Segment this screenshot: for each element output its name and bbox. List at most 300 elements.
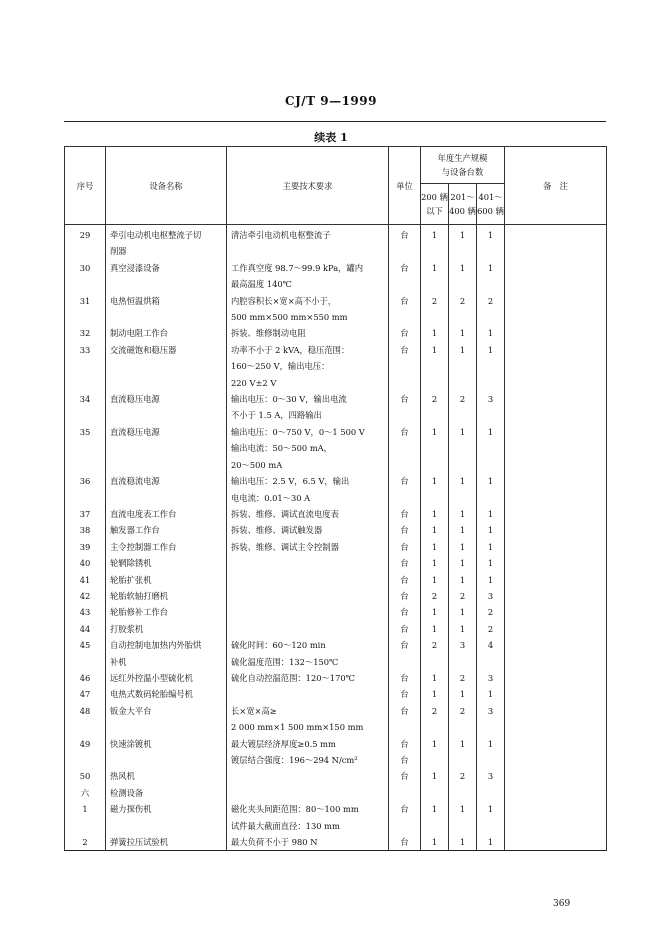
cell-req bbox=[227, 342, 389, 391]
table-row bbox=[65, 391, 607, 424]
table-row bbox=[65, 342, 607, 391]
req-line: 拆装、维修、调试直流电度表 bbox=[231, 508, 339, 519]
cell-count-200: 1 bbox=[421, 572, 449, 588]
cell-count-600: 1 bbox=[477, 539, 505, 555]
cell-note bbox=[505, 785, 607, 801]
cell-unit bbox=[389, 342, 421, 391]
unit-line: 台 bbox=[400, 672, 409, 683]
cell-note bbox=[505, 225, 607, 260]
unit-line: 台 bbox=[400, 262, 409, 273]
cell-count-200: 1 bbox=[421, 506, 449, 522]
cell-no: 六 bbox=[65, 785, 106, 801]
cell-name bbox=[106, 834, 227, 851]
cell-count-600: 1 bbox=[477, 225, 505, 260]
col-header-s1 bbox=[421, 184, 449, 225]
unit-line: 台 bbox=[400, 689, 409, 700]
name-line: 自动控制电加热内外胎烘 bbox=[110, 640, 202, 651]
cell-note bbox=[505, 703, 607, 736]
cell-count-400 bbox=[449, 785, 477, 801]
col-header-scale bbox=[421, 147, 505, 184]
cell-count-400: 2 bbox=[449, 768, 477, 784]
req-line: 最大镀层经济厚度≥0.5 mm bbox=[231, 738, 336, 749]
cell-note bbox=[505, 391, 607, 424]
name-line: 牵引电动机电枢整流子切 bbox=[110, 230, 202, 240]
unit-line: 台 bbox=[400, 738, 409, 749]
cell-count-600: 1 bbox=[477, 325, 505, 341]
cell-name bbox=[106, 506, 227, 522]
req-line: 磁化夹头间距范围：80～100 mm bbox=[231, 804, 359, 815]
cell-count-600: 2 bbox=[477, 621, 505, 637]
header-rule bbox=[64, 121, 606, 122]
unit-line: 台 bbox=[400, 804, 409, 815]
cell-name bbox=[106, 260, 227, 293]
name-line: 真空浸漆设备 bbox=[110, 262, 160, 273]
cell-count-600 bbox=[477, 785, 505, 801]
req-line: 最大负荷不小于 980 N bbox=[231, 837, 318, 848]
cell-note bbox=[505, 670, 607, 686]
table-row bbox=[65, 604, 607, 620]
cell-count-200: 2 bbox=[421, 391, 449, 424]
unit-line: 台 bbox=[400, 771, 409, 782]
cell-req bbox=[227, 604, 389, 620]
name-line: 弹簧拉压试验机 bbox=[110, 837, 169, 848]
cell-count-400: 1 bbox=[449, 736, 477, 769]
unit-line: 台 bbox=[400, 541, 409, 552]
s2-line-1: 201～ bbox=[450, 192, 475, 202]
table-row bbox=[65, 670, 607, 686]
unit-line: 台 bbox=[400, 394, 409, 405]
cell-unit bbox=[389, 785, 421, 801]
cell-no: 36 bbox=[65, 473, 106, 506]
cell-note bbox=[505, 604, 607, 620]
cell-count-600: 1 bbox=[477, 522, 505, 538]
page-number: 369 bbox=[553, 899, 571, 909]
cell-unit bbox=[389, 768, 421, 784]
cell-note bbox=[505, 736, 607, 769]
cell-count-400: 1 bbox=[449, 473, 477, 506]
s1-line-1: 200 辆 bbox=[421, 192, 448, 202]
req-line: 硫化时间：60～120 min bbox=[231, 640, 326, 651]
req-line: 功率不小于 2 kVA，稳压范围： bbox=[231, 344, 350, 355]
cell-count-600: 1 bbox=[477, 342, 505, 391]
cell-unit bbox=[389, 325, 421, 341]
cell-req bbox=[227, 834, 389, 851]
cell-count-200: 1 bbox=[421, 555, 449, 571]
table-row bbox=[65, 555, 607, 571]
cell-count-200: 1 bbox=[421, 424, 449, 473]
cell-name bbox=[106, 342, 227, 391]
name-line: 触发器工作台 bbox=[110, 525, 160, 536]
cell-no: 30 bbox=[65, 260, 106, 293]
cell-name bbox=[106, 768, 227, 784]
cell-note bbox=[505, 522, 607, 538]
cell-unit bbox=[389, 391, 421, 424]
req-line: 输出电压：0～750 V，0～1 500 V bbox=[231, 426, 365, 437]
cell-req bbox=[227, 736, 389, 769]
name-line: 直流稳流电源 bbox=[110, 476, 160, 487]
cell-no: 48 bbox=[65, 703, 106, 736]
table-row bbox=[65, 424, 607, 473]
req-line: 电电流：0.01～30 A bbox=[231, 492, 311, 503]
unit-line: 台 bbox=[400, 426, 409, 437]
cell-count-600: 1 bbox=[477, 506, 505, 522]
name-line: 轮辋除锈机 bbox=[110, 558, 152, 569]
table-row bbox=[65, 506, 607, 522]
table-row bbox=[65, 225, 607, 260]
cell-no: 44 bbox=[65, 621, 106, 637]
cell-count-400: 2 bbox=[449, 293, 477, 326]
cell-req bbox=[227, 424, 389, 473]
cell-unit bbox=[389, 260, 421, 293]
name-line: 交流磁饱和稳压器 bbox=[110, 344, 177, 355]
req-line: 工作真空度 98.7～99.9 kPa，罐内 bbox=[231, 262, 364, 273]
cell-count-400: 1 bbox=[449, 572, 477, 588]
cell-count-400: 1 bbox=[449, 260, 477, 293]
table-row bbox=[65, 768, 607, 784]
req-line: 2 000 mm×1 500 mm×150 mm bbox=[231, 722, 364, 733]
cell-count-200: 1 bbox=[421, 473, 449, 506]
table-row bbox=[65, 325, 607, 341]
cell-unit bbox=[389, 225, 421, 260]
cell-no: 2 bbox=[65, 834, 106, 851]
table-row bbox=[65, 588, 607, 604]
name-line: 磁力探伤机 bbox=[110, 804, 152, 815]
unit-line: 台 bbox=[400, 328, 409, 339]
unit-line: 台 bbox=[400, 623, 409, 634]
cell-count-400: 1 bbox=[449, 604, 477, 620]
cell-count-600: 1 bbox=[477, 736, 505, 769]
cell-count-600: 3 bbox=[477, 391, 505, 424]
req-line: 内腔容积长×宽×高不小于， bbox=[231, 295, 337, 306]
cell-count-200 bbox=[421, 785, 449, 801]
cell-unit bbox=[389, 522, 421, 538]
col-header-unit: 单位 bbox=[389, 147, 421, 225]
cell-note bbox=[505, 834, 607, 851]
name-line: 钣金大平台 bbox=[110, 705, 152, 716]
cell-no: 41 bbox=[65, 572, 106, 588]
req-line: 160～250 V，输出电压： bbox=[231, 361, 330, 372]
cell-unit bbox=[389, 686, 421, 702]
table-row bbox=[65, 621, 607, 637]
cell-note bbox=[505, 473, 607, 506]
cell-no: 45 bbox=[65, 637, 106, 670]
unit-line: 台 bbox=[400, 755, 409, 765]
cell-unit bbox=[389, 834, 421, 851]
cell-name bbox=[106, 572, 227, 588]
unit-line: 台 bbox=[400, 230, 409, 240]
unit-line: 台 bbox=[400, 590, 409, 601]
cell-count-400: 1 bbox=[449, 225, 477, 260]
cell-req bbox=[227, 325, 389, 341]
cell-name bbox=[106, 686, 227, 702]
cell-count-600: 3 bbox=[477, 670, 505, 686]
cell-count-600: 1 bbox=[477, 572, 505, 588]
unit-line: 台 bbox=[400, 476, 409, 487]
cell-count-600: 1 bbox=[477, 473, 505, 506]
cell-count-200: 1 bbox=[421, 768, 449, 784]
col-header-s2 bbox=[449, 184, 477, 225]
cell-count-400: 3 bbox=[449, 637, 477, 670]
cell-name bbox=[106, 473, 227, 506]
name-line: 检测设备 bbox=[110, 787, 144, 798]
cell-unit bbox=[389, 604, 421, 620]
table-row bbox=[65, 785, 607, 801]
col-header-note: 备 注 bbox=[505, 147, 607, 225]
name-line: 补机 bbox=[110, 656, 127, 667]
cell-count-600: 1 bbox=[477, 834, 505, 851]
cell-unit bbox=[389, 703, 421, 736]
cell-note bbox=[505, 506, 607, 522]
req-line: 500 mm×500 mm×550 mm bbox=[231, 312, 348, 323]
req-line: 镀层结合强度：196～294 N/cm² bbox=[231, 755, 358, 765]
cell-count-200: 1 bbox=[421, 342, 449, 391]
name-line: 电热恒温烘箱 bbox=[110, 295, 160, 306]
cell-req bbox=[227, 768, 389, 784]
cell-note bbox=[505, 325, 607, 341]
cell-count-200: 1 bbox=[421, 539, 449, 555]
name-line: 直流稳压电源 bbox=[110, 426, 160, 437]
cell-count-200: 1 bbox=[421, 604, 449, 620]
cell-name bbox=[106, 424, 227, 473]
cell-req bbox=[227, 522, 389, 538]
cell-req bbox=[227, 555, 389, 571]
cell-name bbox=[106, 703, 227, 736]
req-line: 拆装、维修、调试触发器 bbox=[231, 525, 323, 536]
cell-unit bbox=[389, 736, 421, 769]
cell-no: 49 bbox=[65, 736, 106, 769]
cell-unit bbox=[389, 588, 421, 604]
name-line: 制动电阻工作台 bbox=[110, 328, 169, 339]
cell-count-600: 1 bbox=[477, 260, 505, 293]
cell-name bbox=[106, 801, 227, 834]
unit-line: 台 bbox=[400, 607, 409, 618]
name-line: 轮胎扩张机 bbox=[110, 574, 152, 585]
cell-no: 29 bbox=[65, 225, 106, 260]
req-line: 试件最大截面直径：130 mm bbox=[231, 820, 340, 831]
cell-req bbox=[227, 225, 389, 260]
cell-name bbox=[106, 522, 227, 538]
cell-unit bbox=[389, 473, 421, 506]
cell-req bbox=[227, 473, 389, 506]
cell-count-200: 1 bbox=[421, 686, 449, 702]
s3-line-1: 401～ bbox=[478, 192, 503, 202]
cell-count-200: 1 bbox=[421, 736, 449, 769]
req-line: 拆装、维修制动电阻 bbox=[231, 328, 306, 339]
req-line: 输出电流：50～500 mA， bbox=[231, 443, 332, 454]
name-line: 直流稳压电源 bbox=[110, 394, 160, 405]
cell-count-600: 3 bbox=[477, 703, 505, 736]
cell-count-600: 3 bbox=[477, 768, 505, 784]
cell-count-400: 1 bbox=[449, 621, 477, 637]
cell-count-600: 4 bbox=[477, 637, 505, 670]
req-line: 硫化自动控温范围：120～170℃ bbox=[231, 672, 355, 683]
unit-line: 台 bbox=[400, 558, 409, 569]
table-title: 续表 1 bbox=[314, 131, 348, 144]
cell-name bbox=[106, 391, 227, 424]
cell-name bbox=[106, 637, 227, 670]
cell-count-600: 1 bbox=[477, 555, 505, 571]
cell-count-400: 2 bbox=[449, 588, 477, 604]
cell-count-200: 1 bbox=[421, 621, 449, 637]
cell-note bbox=[505, 768, 607, 784]
name-line: 打胶浆机 bbox=[110, 623, 144, 634]
cell-name bbox=[106, 785, 227, 801]
scale-line-2: 与设备台数 bbox=[441, 167, 484, 177]
cell-note bbox=[505, 342, 607, 391]
table-row bbox=[65, 834, 607, 851]
cell-note bbox=[505, 801, 607, 834]
name-line: 主令控制器工作台 bbox=[110, 541, 177, 552]
cell-count-600: 1 bbox=[477, 801, 505, 834]
req-line: 长×宽×高≥ bbox=[231, 705, 277, 716]
name-line: 快速涂镀机 bbox=[110, 738, 152, 749]
table-row bbox=[65, 686, 607, 702]
cell-count-600: 2 bbox=[477, 293, 505, 326]
cell-count-600: 1 bbox=[477, 686, 505, 702]
unit-line: 台 bbox=[400, 705, 409, 716]
cell-unit bbox=[389, 506, 421, 522]
cell-count-200: 2 bbox=[421, 637, 449, 670]
req-line: 输出电压：0～30 V，输出电流 bbox=[231, 394, 347, 405]
table-row bbox=[65, 801, 607, 834]
cell-unit bbox=[389, 424, 421, 473]
name-line: 轮胎软轴打磨机 bbox=[110, 590, 169, 601]
scale-line-1: 年度生产规模 bbox=[437, 153, 488, 163]
req-line: 硫化温度范围：132～150℃ bbox=[231, 656, 339, 667]
cell-note bbox=[505, 686, 607, 702]
s1-line-2: 以下 bbox=[426, 206, 443, 216]
cell-req bbox=[227, 572, 389, 588]
cell-count-400: 1 bbox=[449, 522, 477, 538]
cell-no: 35 bbox=[65, 424, 106, 473]
cell-no: 37 bbox=[65, 506, 106, 522]
unit-line: 台 bbox=[400, 837, 409, 848]
cell-req bbox=[227, 260, 389, 293]
cell-count-200: 1 bbox=[421, 834, 449, 851]
cell-note bbox=[505, 572, 607, 588]
cell-count-600: 3 bbox=[477, 588, 505, 604]
table-row bbox=[65, 522, 607, 538]
req-line: 最高温度 140℃ bbox=[231, 279, 292, 290]
table-row bbox=[65, 539, 607, 555]
cell-unit bbox=[389, 801, 421, 834]
cell-note bbox=[505, 260, 607, 293]
cell-no: 46 bbox=[65, 670, 106, 686]
cell-count-200: 2 bbox=[421, 588, 449, 604]
cell-note bbox=[505, 588, 607, 604]
cell-no: 47 bbox=[65, 686, 106, 702]
cell-req bbox=[227, 637, 389, 670]
col-header-no: 序号 bbox=[65, 147, 106, 225]
unit-line: 台 bbox=[400, 525, 409, 536]
cell-count-400: 1 bbox=[449, 834, 477, 851]
cell-unit bbox=[389, 637, 421, 670]
cell-count-200: 1 bbox=[421, 325, 449, 341]
cell-unit bbox=[389, 293, 421, 326]
cell-count-400: 2 bbox=[449, 670, 477, 686]
cell-no: 43 bbox=[65, 604, 106, 620]
cell-no: 39 bbox=[65, 539, 106, 555]
cell-no: 32 bbox=[65, 325, 106, 341]
standard-header: CJ/T 9—1999 bbox=[285, 94, 377, 108]
unit-line: 台 bbox=[400, 508, 409, 519]
cell-req bbox=[227, 670, 389, 686]
cell-unit bbox=[389, 621, 421, 637]
cell-count-200: 1 bbox=[421, 522, 449, 538]
cell-name bbox=[106, 604, 227, 620]
cell-unit bbox=[389, 670, 421, 686]
req-line: 拆装、维修、调试主令控制器 bbox=[231, 541, 339, 552]
cell-req bbox=[227, 703, 389, 736]
cell-count-400: 1 bbox=[449, 424, 477, 473]
cell-count-600: 1 bbox=[477, 424, 505, 473]
s2-line-2: 400 辆 bbox=[449, 206, 476, 216]
cell-count-400: 1 bbox=[449, 686, 477, 702]
cell-count-400: 1 bbox=[449, 539, 477, 555]
cell-req bbox=[227, 588, 389, 604]
req-line: 220 V±2 V bbox=[231, 377, 277, 388]
equipment-table bbox=[64, 146, 607, 851]
cell-unit bbox=[389, 539, 421, 555]
unit-line: 台 bbox=[400, 574, 409, 585]
cell-name bbox=[106, 293, 227, 326]
cell-count-400: 1 bbox=[449, 342, 477, 391]
req-line: 清洁牵引电动机电枢整流子 bbox=[231, 230, 331, 240]
cell-no: 50 bbox=[65, 768, 106, 784]
unit-line: 台 bbox=[400, 295, 409, 306]
req-line: 不小于 1.5 A，四路输出 bbox=[231, 410, 322, 421]
table-row bbox=[65, 473, 607, 506]
cell-count-400: 2 bbox=[449, 703, 477, 736]
col-header-name: 设备名称 bbox=[106, 147, 227, 225]
name-line: 热风机 bbox=[110, 771, 135, 782]
cell-note bbox=[505, 424, 607, 473]
cell-count-600: 2 bbox=[477, 604, 505, 620]
cell-req bbox=[227, 621, 389, 637]
cell-note bbox=[505, 293, 607, 326]
cell-note bbox=[505, 637, 607, 670]
cell-no: 42 bbox=[65, 588, 106, 604]
name-line: 电热式数码轮胎编号机 bbox=[110, 689, 193, 700]
cell-count-400: 2 bbox=[449, 391, 477, 424]
cell-unit bbox=[389, 555, 421, 571]
name-line: 轮胎修补工作台 bbox=[110, 607, 169, 618]
cell-count-400: 1 bbox=[449, 325, 477, 341]
cell-name bbox=[106, 736, 227, 769]
cell-name bbox=[106, 670, 227, 686]
cell-req bbox=[227, 686, 389, 702]
req-line: 20～500 mA bbox=[231, 459, 283, 470]
cell-count-200: 1 bbox=[421, 260, 449, 293]
table-row bbox=[65, 293, 607, 326]
cell-note bbox=[505, 539, 607, 555]
cell-note bbox=[505, 555, 607, 571]
cell-name bbox=[106, 621, 227, 637]
cell-name bbox=[106, 325, 227, 341]
cell-no: 38 bbox=[65, 522, 106, 538]
cell-no: 31 bbox=[65, 293, 106, 326]
col-header-req: 主要技术要求 bbox=[227, 147, 389, 225]
unit-line: 台 bbox=[400, 640, 409, 651]
name-line: 削器 bbox=[110, 246, 127, 257]
cell-name bbox=[106, 588, 227, 604]
name-line: 直流电度表工作台 bbox=[110, 508, 177, 519]
cell-count-200: 1 bbox=[421, 225, 449, 260]
req-line: 输出电压：2.5 V，6.5 V，输出 bbox=[231, 476, 350, 487]
cell-count-200: 1 bbox=[421, 670, 449, 686]
cell-name bbox=[106, 555, 227, 571]
cell-no: 40 bbox=[65, 555, 106, 571]
